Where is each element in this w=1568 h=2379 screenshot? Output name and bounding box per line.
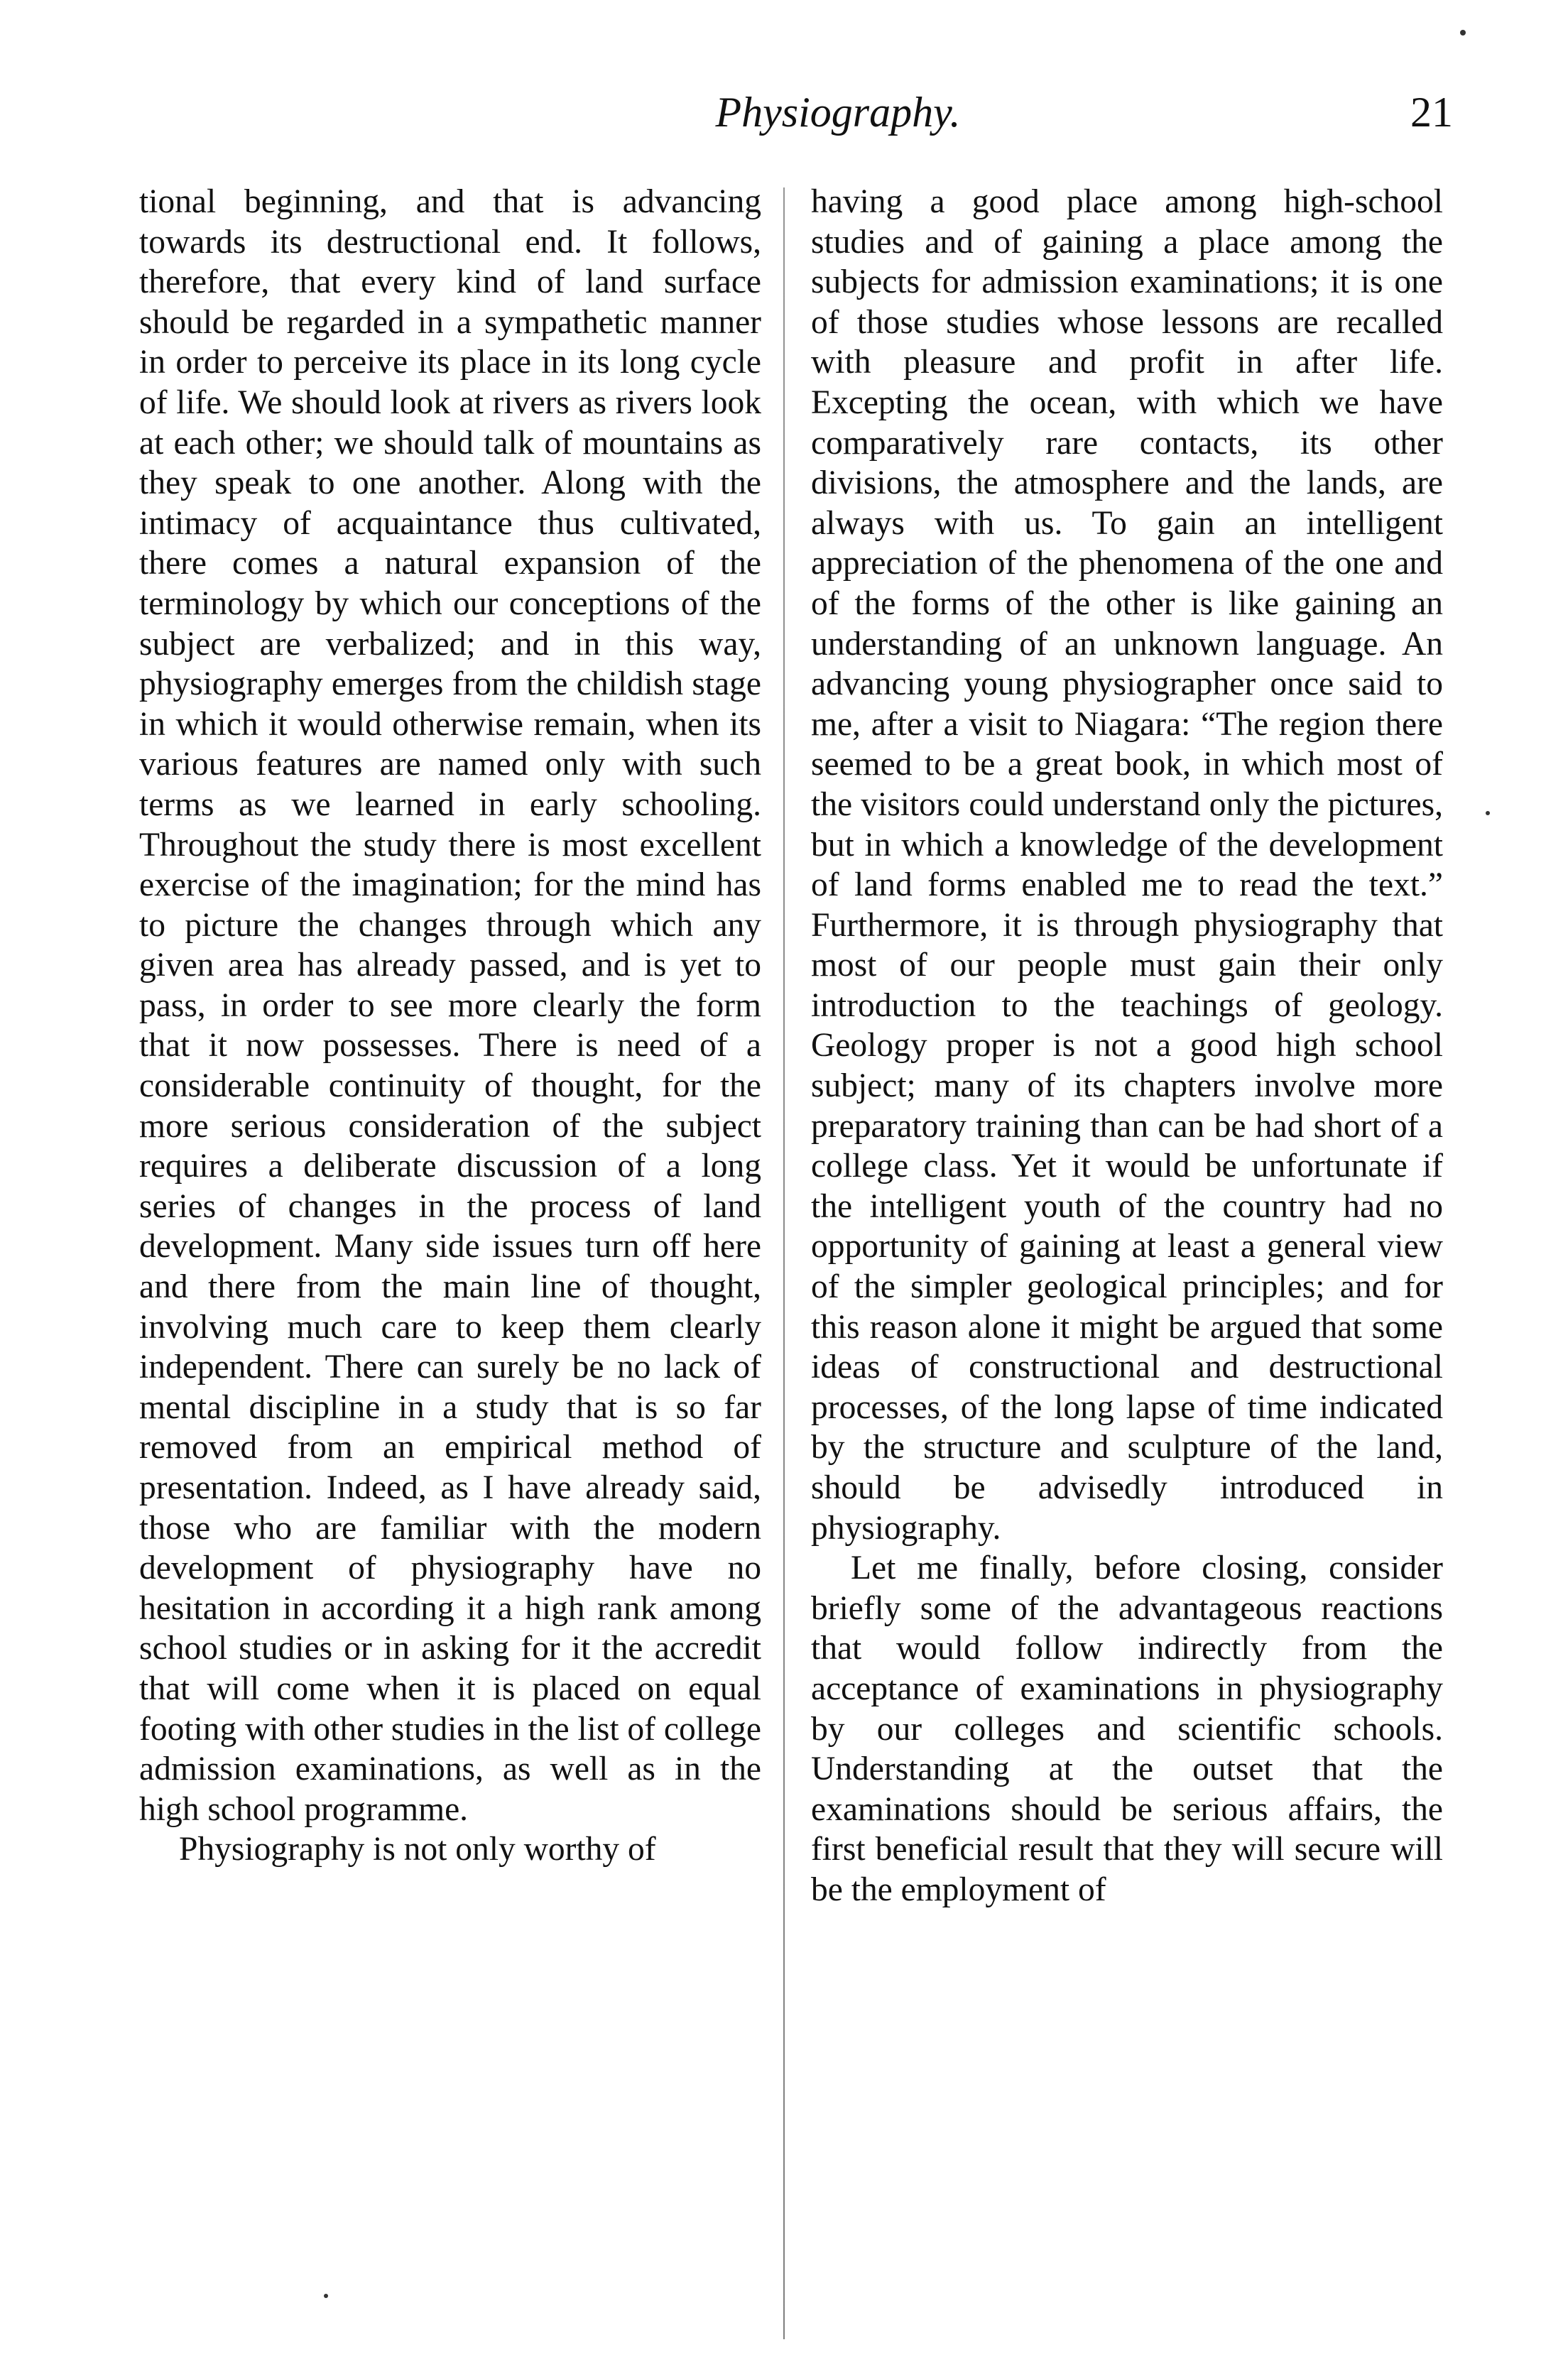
running-title: Physiography.: [715, 89, 961, 136]
left-paragraph-1: tional beginning, and that is advancing towards its destructional end. It follows, therefore, that every kind of land surface should be regarded in a sympathetic manner in order to perceive its place in its long cycle of life. We should look at rivers as rivers look at each other; we should talk of mountains as they speak to one another. Along with the intimacy of acquaintance thus cultivated, there comes a natural expansion of the terminology by which our conceptions of the subject are verbalized; and in this way, physiography emerges from the childish stage in which it would otherwise remain, when its various features are named only with such terms as we learned in early schooling. Throughout the study there is most excellent exercise of the imagination; for the mind has to picture the changes through which any given area has already passed, and is yet to pass, in order to see more clearly the form that it now possesses. There is need of a considerable continuity of thought, for the more serious consideration of the subject requires a deliberate discussion of a long series of changes in the process of land development. Many side issues turn off here and there from the main line of thought, involving much care to keep them clearly independent. There can surely be no lack of mental discipline in a study that is so far removed from an empirical method of presentation. Indeed, as I have already said, those who are familiar with the modern development of physiography have no hesitation in according it a high rank among school studies or in asking for it the accredit that will come when it is placed on equal footing with other studies in the list of college admission examinations, as well as in the high school programme.: [139, 183, 761, 1828]
print-speck-top: [1460, 30, 1466, 36]
right-paragraph-1: having a good place among high-school studies and of gaining a place among the subjects for admission examinations; it is one of those studies whose lessons are recalled with pleasure and profit in after life. Excepting the ocean, with which we have comparatively rare contacts, its other divisions, the atmosphere and the lands, are always with us. To gain an intelligent appreciation of the phenomena of the one and of the forms of the other is like gaining an understanding of an unknown language. An advancing young physiographer once said to me, after a visit to Niagara: “The region there seemed to be a great book, in which most of the visitors could understand only the pictures, but in which a knowledge of the development of land forms enabled me to read the text.” Furthermore, it is through physiography that most of our people must gain their only introduction to the teachings of geology. Geology proper is not a good high school subject; many of its chapters involve more preparatory training than can be had short of a college class. Yet it would be unfortunate if the intelligent youth of the country had no opportunity of gaining at least a general view of the simpler geological principles; and for this reason alone it might be argued that some ideas of constructional and destructional processes, of the long lapse of time indicated by the structure and sculpture of the land, should be advisedly introduced in physiography.: [811, 183, 1443, 1547]
right-paragraph-2: Let me finally, before closing, consider briefly some of the advantageous reactions that would follow indirectly from the acceptance of examinations in physiography by our colleges and scientific schools. Understanding at the outset that the examinations should be serious affairs, the first beneficial result that they will secure will be the employment of: [811, 1550, 1443, 1908]
print-speck-margin: [1486, 811, 1490, 815]
print-speck-bottom: [324, 2294, 328, 2298]
column-divider: [783, 187, 785, 2339]
left-column: [139, 182, 761, 1870]
page-number: 21: [1410, 89, 1453, 136]
left-paragraph-2: Physiography is not only worthy of: [179, 1831, 656, 1868]
right-column: [811, 182, 1443, 1910]
